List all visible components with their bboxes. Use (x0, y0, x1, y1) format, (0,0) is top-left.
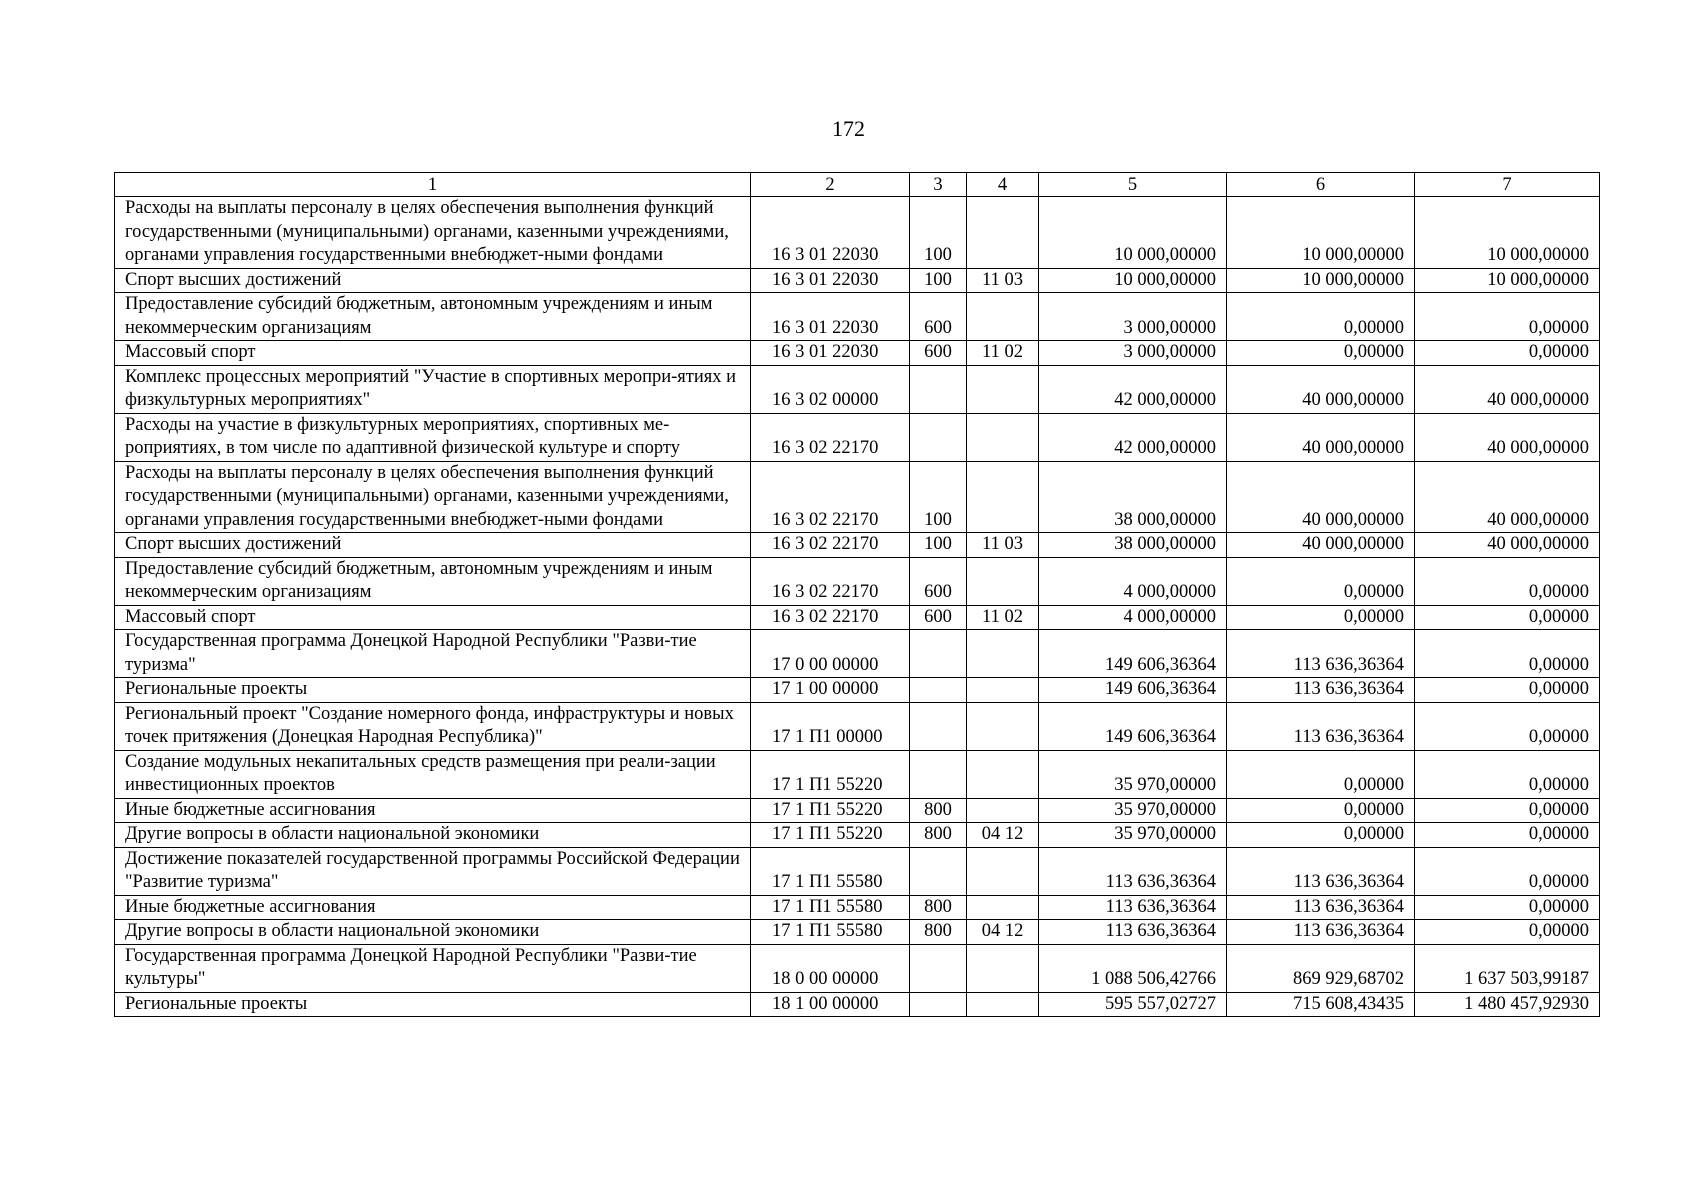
section-subsection-cell: 04 12 (967, 823, 1039, 848)
amount-col-6-cell: 715 608,43435 (1227, 992, 1415, 1017)
section-subsection-cell (967, 461, 1039, 533)
amount-col-6-cell: 10 000,00000 (1227, 268, 1415, 293)
target-article-code-cell: 17 1 П1 55580 (751, 847, 910, 895)
header-col-1: 1 (115, 173, 751, 197)
amount-col-7-cell: 0,00000 (1415, 750, 1600, 798)
expense-type-cell: 100 (910, 533, 967, 558)
amount-col-5-cell: 3 000,00000 (1039, 341, 1227, 366)
table-row (115, 847, 1600, 895)
expense-type-cell (910, 847, 967, 895)
target-article-code-cell: 16 3 01 22030 (751, 268, 910, 293)
target-article-code-cell: 17 1 П1 00000 (751, 702, 910, 750)
section-subsection-cell (967, 895, 1039, 920)
amount-col-5-cell: 42 000,00000 (1039, 365, 1227, 413)
amount-col-5-cell: 113 636,36364 (1039, 895, 1227, 920)
amount-col-5-cell: 3 000,00000 (1039, 293, 1227, 341)
target-article-code-cell: 16 3 02 22170 (751, 461, 910, 533)
expense-type-cell: 600 (910, 293, 967, 341)
table-row (115, 341, 1600, 366)
section-subsection-cell (967, 557, 1039, 605)
amount-col-5-cell: 1 088 506,42766 (1039, 944, 1227, 992)
expense-type-cell: 100 (910, 268, 967, 293)
target-article-code-cell: 18 0 00 00000 (751, 944, 910, 992)
amount-col-5-cell: 113 636,36364 (1039, 920, 1227, 945)
target-article-code-cell: 18 1 00 00000 (751, 992, 910, 1017)
table-row (115, 533, 1600, 558)
target-article-code-cell: 16 3 02 22170 (751, 413, 910, 461)
amount-col-7-cell: 10 000,00000 (1415, 197, 1600, 269)
table-row (115, 268, 1600, 293)
amount-col-5-cell: 35 970,00000 (1039, 750, 1227, 798)
amount-col-6-cell: 113 636,36364 (1227, 630, 1415, 678)
table-row (115, 920, 1600, 945)
amount-col-7-cell: 40 000,00000 (1415, 533, 1600, 558)
header-col-4: 4 (967, 173, 1039, 197)
target-article-code-cell: 17 0 00 00000 (751, 630, 910, 678)
amount-col-6-cell: 0,00000 (1227, 557, 1415, 605)
amount-col-5-cell: 595 557,02727 (1039, 992, 1227, 1017)
row-name-cell: Расходы на выплаты персоналу в целях обеспечения выполнения функций государственными (муниципальными) органами, казенными учреждениями, органами управления государственными внебюджет-ными фондами (115, 197, 751, 269)
amount-col-7-cell: 0,00000 (1415, 630, 1600, 678)
section-subsection-cell (967, 992, 1039, 1017)
expense-type-cell: 100 (910, 197, 967, 269)
page-number: 172 (832, 116, 865, 141)
amount-col-6-cell: 869 929,68702 (1227, 944, 1415, 992)
amount-col-6-cell: 0,00000 (1227, 293, 1415, 341)
expense-type-cell (910, 365, 967, 413)
table-row (115, 678, 1600, 703)
expense-type-cell (910, 944, 967, 992)
amount-col-7-cell: 0,00000 (1415, 341, 1600, 366)
header-col-2: 2 (751, 173, 910, 197)
amount-col-7-cell: 0,00000 (1415, 702, 1600, 750)
amount-col-5-cell: 35 970,00000 (1039, 823, 1227, 848)
amount-col-7-cell: 1 637 503,99187 (1415, 944, 1600, 992)
amount-col-6-cell: 113 636,36364 (1227, 895, 1415, 920)
table-row (115, 823, 1600, 848)
target-article-code-cell: 16 3 01 22030 (751, 293, 910, 341)
amount-col-5-cell: 42 000,00000 (1039, 413, 1227, 461)
amount-col-7-cell: 1 480 457,92930 (1415, 992, 1600, 1017)
amount-col-6-cell: 0,00000 (1227, 750, 1415, 798)
header-col-7: 7 (1415, 173, 1600, 197)
amount-col-6-cell: 0,00000 (1227, 341, 1415, 366)
target-article-code-cell: 16 3 01 22030 (751, 197, 910, 269)
expense-type-cell (910, 992, 967, 1017)
amount-col-6-cell: 0,00000 (1227, 823, 1415, 848)
target-article-code-cell: 17 1 П1 55580 (751, 895, 910, 920)
amount-col-6-cell: 113 636,36364 (1227, 847, 1415, 895)
expense-type-cell: 800 (910, 920, 967, 945)
row-name-cell: Региональные проекты (115, 678, 751, 703)
amount-col-7-cell: 0,00000 (1415, 293, 1600, 341)
section-subsection-cell (967, 365, 1039, 413)
section-subsection-cell: 11 03 (967, 268, 1039, 293)
amount-col-5-cell: 4 000,00000 (1039, 605, 1227, 630)
expense-type-cell: 800 (910, 823, 967, 848)
table-row (115, 413, 1600, 461)
amount-col-5-cell: 113 636,36364 (1039, 847, 1227, 895)
amount-col-6-cell: 113 636,36364 (1227, 920, 1415, 945)
amount-col-7-cell: 0,00000 (1415, 823, 1600, 848)
amount-col-5-cell: 35 970,00000 (1039, 798, 1227, 823)
table-row (115, 365, 1600, 413)
table-row (115, 992, 1600, 1017)
row-name-cell: Расходы на участие в физкультурных мероприятиях, спортивных ме-роприятиях, в том числе по адаптивной физической культуре и спорту (115, 413, 751, 461)
table-row (115, 293, 1600, 341)
expense-type-cell (910, 702, 967, 750)
target-article-code-cell: 17 1 П1 55220 (751, 750, 910, 798)
row-name-cell: Массовый спорт (115, 605, 751, 630)
target-article-code-cell: 16 3 02 22170 (751, 605, 910, 630)
row-name-cell: Иные бюджетные ассигнования (115, 895, 751, 920)
row-name-cell: Предоставление субсидий бюджетным, автономным учреждениям и иным некоммерческим организациям (115, 557, 751, 605)
amount-col-5-cell: 149 606,36364 (1039, 678, 1227, 703)
table-row (115, 702, 1600, 750)
table-row (115, 630, 1600, 678)
amount-col-7-cell: 10 000,00000 (1415, 268, 1600, 293)
row-name-cell: Государственная программа Донецкой Народной Республики "Разви-тие культуры" (115, 944, 751, 992)
target-article-code-cell: 17 1 П1 55580 (751, 920, 910, 945)
row-name-cell: Достижение показателей государственной программы Российской Федерации "Развитие туризма" (115, 847, 751, 895)
amount-col-7-cell: 40 000,00000 (1415, 461, 1600, 533)
target-article-code-cell: 16 3 02 22170 (751, 533, 910, 558)
section-subsection-cell (967, 630, 1039, 678)
section-subsection-cell: 11 02 (967, 605, 1039, 630)
row-name-cell: Другие вопросы в области национальной экономики (115, 920, 751, 945)
amount-col-5-cell: 4 000,00000 (1039, 557, 1227, 605)
table-row (115, 944, 1600, 992)
table-row (115, 895, 1600, 920)
amount-col-6-cell: 0,00000 (1227, 605, 1415, 630)
target-article-code-cell: 17 1 П1 55220 (751, 798, 910, 823)
amount-col-7-cell: 0,00000 (1415, 605, 1600, 630)
section-subsection-cell (967, 197, 1039, 269)
header-col-5: 5 (1039, 173, 1227, 197)
row-name-cell: Предоставление субсидий бюджетным, автономным учреждениям и иным некоммерческим организациям (115, 293, 751, 341)
expense-type-cell: 800 (910, 798, 967, 823)
amount-col-6-cell: 40 000,00000 (1227, 461, 1415, 533)
amount-col-6-cell: 40 000,00000 (1227, 533, 1415, 558)
expense-type-cell (910, 678, 967, 703)
row-name-cell: Региональные проекты (115, 992, 751, 1017)
amount-col-7-cell: 40 000,00000 (1415, 365, 1600, 413)
header-col-6: 6 (1227, 173, 1415, 197)
header-col-3: 3 (910, 173, 967, 197)
expense-type-cell: 600 (910, 557, 967, 605)
amount-col-5-cell: 38 000,00000 (1039, 533, 1227, 558)
section-subsection-cell (967, 798, 1039, 823)
amount-col-5-cell: 149 606,36364 (1039, 702, 1227, 750)
table-row (115, 197, 1600, 269)
section-subsection-cell: 11 02 (967, 341, 1039, 366)
table-row (115, 461, 1600, 533)
amount-col-7-cell: 0,00000 (1415, 678, 1600, 703)
section-subsection-cell (967, 847, 1039, 895)
header-row (115, 173, 1600, 197)
row-name-cell: Массовый спорт (115, 341, 751, 366)
amount-col-7-cell: 40 000,00000 (1415, 413, 1600, 461)
amount-col-7-cell: 0,00000 (1415, 847, 1600, 895)
section-subsection-cell: 11 03 (967, 533, 1039, 558)
row-name-cell: Спорт высших достижений (115, 533, 751, 558)
target-article-code-cell: 17 1 П1 55220 (751, 823, 910, 848)
row-name-cell: Комплекс процессных мероприятий "Участие в спортивных меропри-ятиях и физкультурных мероприятиях" (115, 365, 751, 413)
expense-type-cell: 600 (910, 605, 967, 630)
amount-col-7-cell: 0,00000 (1415, 895, 1600, 920)
row-name-cell: Другие вопросы в области национальной экономики (115, 823, 751, 848)
section-subsection-cell: 04 12 (967, 920, 1039, 945)
table-row (115, 557, 1600, 605)
section-subsection-cell (967, 750, 1039, 798)
amount-col-6-cell: 113 636,36364 (1227, 702, 1415, 750)
expense-type-cell: 800 (910, 895, 967, 920)
amount-col-5-cell: 10 000,00000 (1039, 268, 1227, 293)
amount-col-5-cell: 149 606,36364 (1039, 630, 1227, 678)
target-article-code-cell: 16 3 02 22170 (751, 557, 910, 605)
amount-col-6-cell: 40 000,00000 (1227, 365, 1415, 413)
section-subsection-cell (967, 678, 1039, 703)
expense-type-cell (910, 413, 967, 461)
budget-table (114, 172, 1600, 1017)
row-name-cell: Иные бюджетные ассигнования (115, 798, 751, 823)
amount-col-6-cell: 113 636,36364 (1227, 678, 1415, 703)
row-name-cell: Спорт высших достижений (115, 268, 751, 293)
expense-type-cell: 600 (910, 341, 967, 366)
amount-col-7-cell: 0,00000 (1415, 920, 1600, 945)
row-name-cell: Создание модульных некапитальных средств размещения при реали-зации инвестиционных проектов (115, 750, 751, 798)
amount-col-6-cell: 0,00000 (1227, 798, 1415, 823)
amount-col-5-cell: 38 000,00000 (1039, 461, 1227, 533)
amount-col-6-cell: 40 000,00000 (1227, 413, 1415, 461)
row-name-cell: Государственная программа Донецкой Народной Республики "Разви-тие туризма" (115, 630, 751, 678)
row-name-cell: Региональный проект "Создание номерного фонда, инфраструктуры и новых точек притяжения (Донецкая Народная Республика)" (115, 702, 751, 750)
table-row (115, 750, 1600, 798)
table-row (115, 605, 1600, 630)
row-name-cell: Расходы на выплаты персоналу в целях обеспечения выполнения функций государственными (муниципальными) органами, казенными учреждениями, органами управления государственными внебюджет-ными фондами (115, 461, 751, 533)
amount-col-6-cell: 10 000,00000 (1227, 197, 1415, 269)
expense-type-cell: 100 (910, 461, 967, 533)
target-article-code-cell: 17 1 00 00000 (751, 678, 910, 703)
expense-type-cell (910, 750, 967, 798)
table-row (115, 798, 1600, 823)
target-article-code-cell: 16 3 02 00000 (751, 365, 910, 413)
amount-col-7-cell: 0,00000 (1415, 557, 1600, 605)
target-article-code-cell: 16 3 01 22030 (751, 341, 910, 366)
amount-col-5-cell: 10 000,00000 (1039, 197, 1227, 269)
amount-col-7-cell: 0,00000 (1415, 798, 1600, 823)
section-subsection-cell (967, 944, 1039, 992)
section-subsection-cell (967, 413, 1039, 461)
section-subsection-cell (967, 293, 1039, 341)
expense-type-cell (910, 630, 967, 678)
table-body (115, 197, 1600, 1017)
section-subsection-cell (967, 702, 1039, 750)
